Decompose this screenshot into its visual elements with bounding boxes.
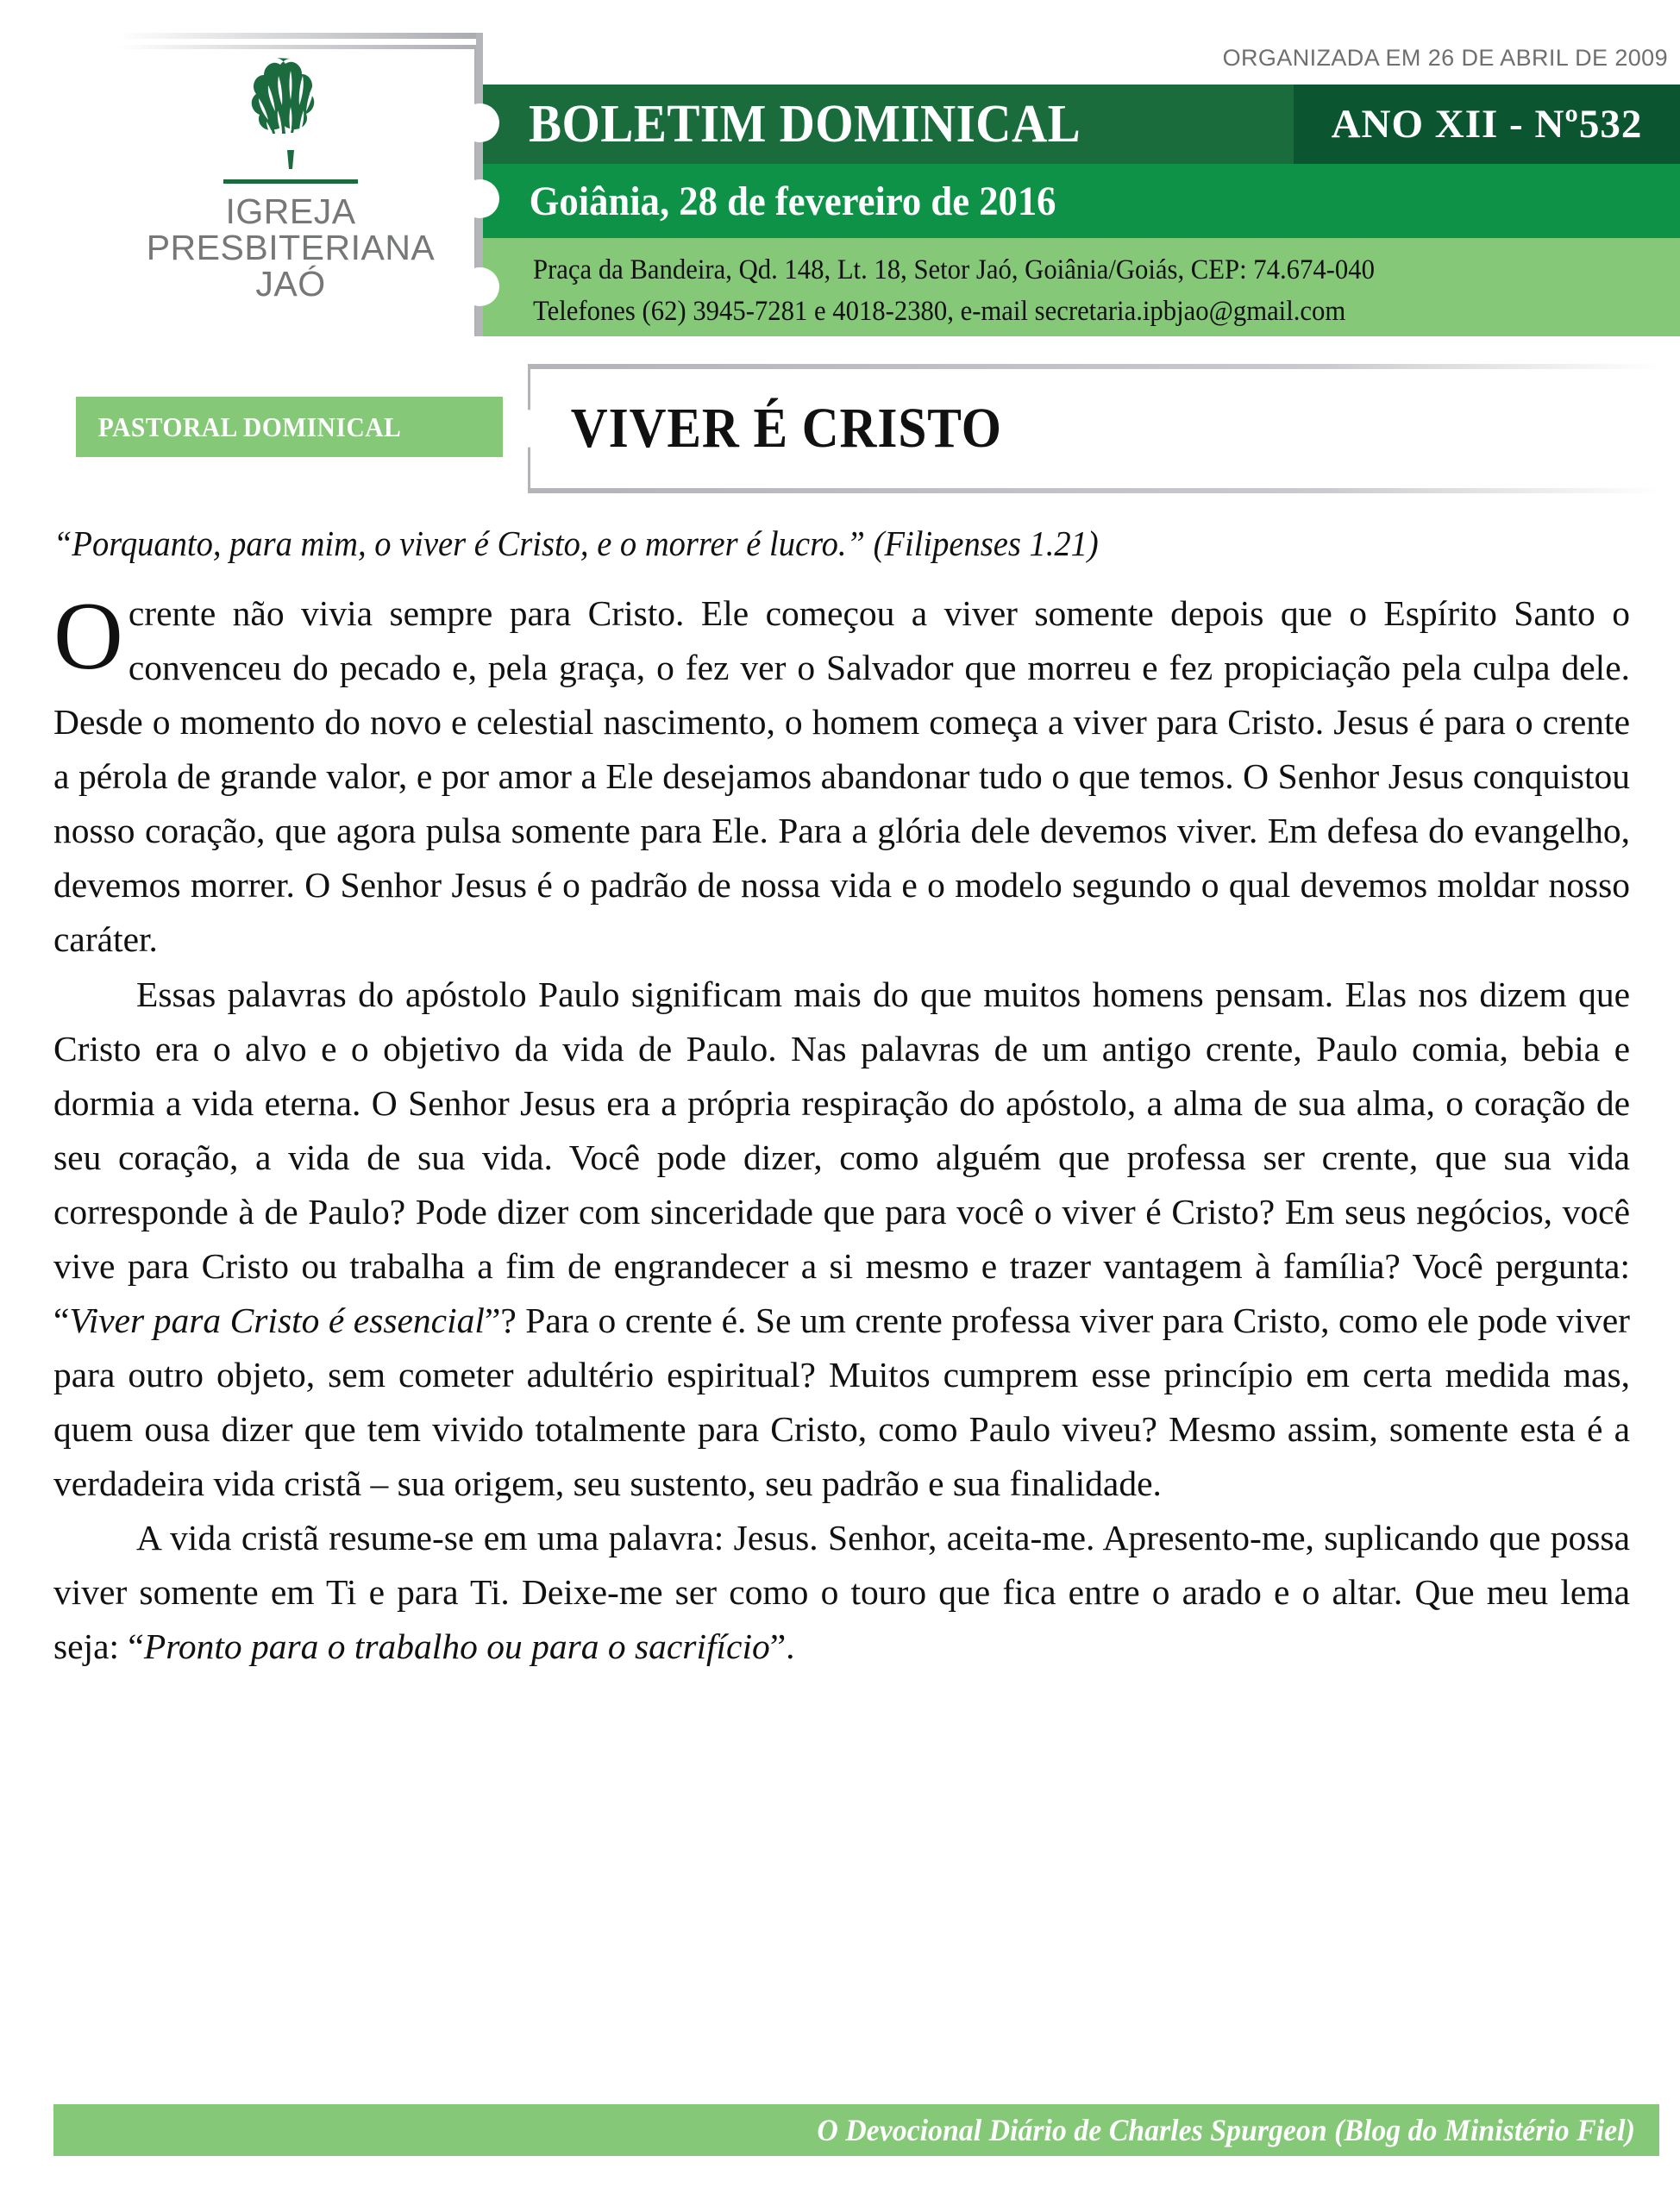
bulletin-date: Goiânia, 28 de fevereiro de 2016 — [529, 178, 1056, 224]
paragraph-3-text-b: ”. — [769, 1626, 795, 1667]
organized-date-note: ORGANIZADA EM 26 DE ABRIL DE 2009 — [1222, 45, 1668, 71]
drop-cap: O — [53, 583, 123, 690]
issue-number: ANO XII - Nº532 — [1331, 102, 1643, 147]
issue-number-block — [1294, 85, 1680, 164]
logo-inner — [118, 57, 463, 302]
masthead-top-rule — [118, 33, 483, 39]
article-title: VIVER É CRISTO — [570, 397, 1002, 460]
article-body — [53, 516, 1630, 1675]
contact-bar — [480, 238, 1680, 336]
bullet-notch-date — [461, 179, 499, 218]
paragraph-2 — [53, 968, 1630, 1512]
paragraph-2-emphasis: Viver para Cristo é essencial — [69, 1300, 485, 1341]
paragraph-1-text: crente não vivia sempre para Cristo. Ele começou a viver somente depois que o Espírito Santo o convenceu do pecado e, pela graça, o fez ver o Salvador que morreu e fez propiciação pela culpa dele. Desde o momento do novo e celestial nascimento, o homem começa a viver para Cristo. Jesus é para o crente a pérola de grande valor, e por amor a Ele desejamos abandonar tudo o que temos. O Senhor Jesus conquistou nosso coração, que agora pulsa somente para Ele. Para a glória dele devemos viver. Em defesa do evangelho, devemos morrer. O Senhor Jesus é o padrão de nossa vida e o modelo segundo o qual devemos moldar nosso caráter. — [53, 593, 1630, 960]
paragraph-3-emphasis: Pronto para o trabalho ou para o sacrifício — [143, 1626, 770, 1667]
section-tag — [76, 397, 503, 457]
date-bar — [480, 164, 1680, 238]
church-name-line-1: IGREJA — [225, 191, 356, 231]
church-name — [118, 191, 463, 304]
church-contact: Telefones (62) 3945-7281 e 4018-2380, e-mail secretaria.ipbjao@gmail.com — [533, 295, 1346, 327]
masthead — [0, 0, 1680, 345]
logo-panel-top-rule — [118, 45, 479, 49]
source-credit-bar — [53, 2104, 1659, 2156]
church-name-line-2: PRESBITERIANA — [146, 227, 436, 267]
paragraph-2-text-b: ”? Para o crente é. Se um crente professa viver para Cristo, como ele pode viver para outro objeto, sem cometer adultério espiritual? Muitos cumprem esse princípio em certa medida mas, quem ousa dizer que tem vivido totalmente para Cristo, como Paulo viveu? Mesmo assim, somente esta é a verdadeira vida cristã – sua origem, seu sustento, seu padrão e sua finalidade. — [53, 1300, 1630, 1504]
bulletin-title: BOLETIM DOMINICAL — [529, 94, 1081, 154]
section-tag-label: PASTORAL DOMINICAL — [97, 410, 402, 442]
scripture-epigraph: “Porquanto, para mim, o viver é Cristo, e o morrer é lucro.” (Filipenses 1.21) — [53, 523, 1099, 563]
paragraph-3-text-a: A vida cristã resume-se em uma palavra: Jesus. Senhor, aceita-me. Apresento-me, suplicando que possa viver somente em Ti e para Ti. Deixe-me ser como o touro que fica entre o arado e o altar. Que meu lema seja: “ — [53, 1518, 1630, 1667]
bullet-notch-title — [461, 103, 499, 142]
church-address: Praça da Bandeira, Qd. 148, Lt. 18, Setor Jaó, Goiânia/Goiás, CEP: 74.674-040 — [533, 254, 1375, 285]
article-text — [53, 583, 1630, 1675]
logo-divider-rule — [223, 179, 358, 184]
article-title-box — [528, 364, 1659, 493]
church-name-line-3: JAÓ — [255, 263, 326, 304]
bullet-notch-section — [507, 410, 545, 448]
church-logo-panel — [118, 45, 479, 336]
paragraph-2-text-a: Essas palavras do apóstolo Paulo significam mais do que muitos homens pensam. Elas nos dizem que Cristo era o alvo e o objetivo da vida de Paulo. Nas palavras de um antigo crente, Paulo comia, bebia e dormia a vida eterna. O Senhor Jesus era a própria respiração do apóstolo, a alma de sua alma, o coração de seu coração, a vida de sua vida. Você pode dizer, como alguém que professa ser crente, que sua vida corresponde à de Paulo? Pode dizer com sinceridade que para você o viver é Cristo? Em seus negócios, você vive para Cristo ou trabalha a fim de engrandecer a si mesmo e trazer vantagem à família? Você pergunta: “ — [53, 974, 1630, 1341]
source-credit: O Devocional Diário de Charles Spurgeon (Blog do Ministério Fiel) — [817, 2113, 1635, 2147]
section-header — [0, 360, 1680, 516]
paragraph-1 — [53, 583, 1630, 968]
burning-bush-logo-icon — [235, 57, 346, 171]
bullet-notch-contact — [461, 267, 499, 306]
paragraph-3 — [53, 1511, 1630, 1674]
